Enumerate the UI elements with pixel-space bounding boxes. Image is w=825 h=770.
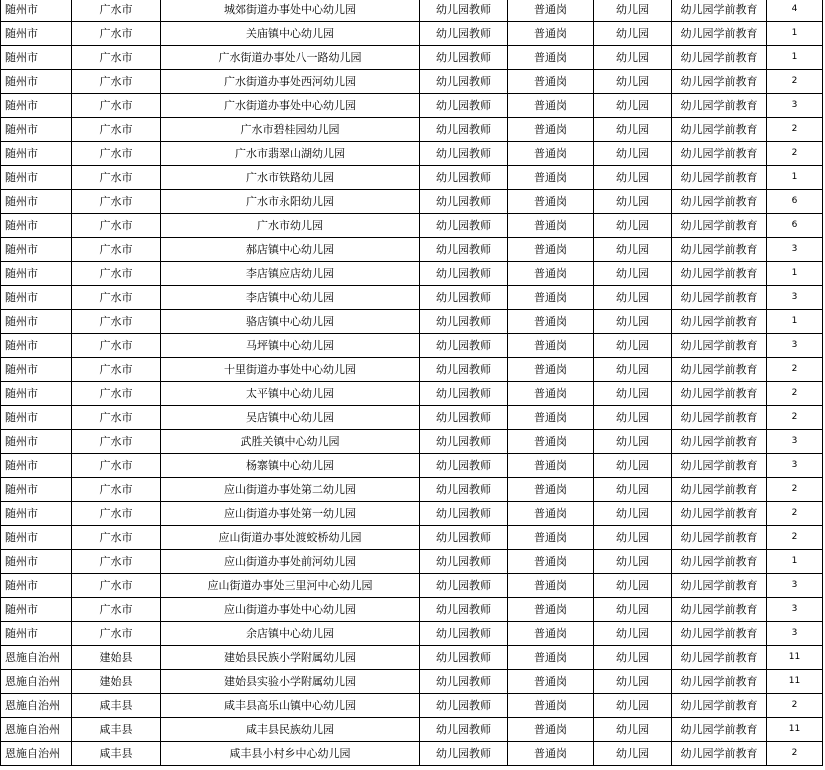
subject-cell[interactable]: 幼儿园学前教育 xyxy=(672,310,767,334)
post-type-cell[interactable]: 普通岗 xyxy=(508,382,594,406)
position-cell[interactable]: 幼儿园教师 xyxy=(420,718,508,742)
position-cell[interactable]: 幼儿园教师 xyxy=(420,358,508,382)
stage-cell[interactable]: 幼儿园 xyxy=(594,526,672,550)
headcount-cell[interactable]: 11 xyxy=(767,718,823,742)
city-cell[interactable]: 随州市 xyxy=(1,166,72,190)
table-row xyxy=(1,238,823,262)
table-row xyxy=(1,262,823,286)
stage-cell[interactable]: 幼儿园 xyxy=(594,262,672,286)
table-row xyxy=(1,310,823,334)
position-cell[interactable]: 幼儿园教师 xyxy=(420,166,508,190)
subject-cell[interactable]: 幼儿园学前教育 xyxy=(672,526,767,550)
county-cell[interactable]: 广水市 xyxy=(72,598,161,622)
city-cell[interactable]: 随州市 xyxy=(1,454,72,478)
table-row xyxy=(1,550,823,574)
city-cell[interactable]: 恩施自治州 xyxy=(1,718,72,742)
table-row xyxy=(1,190,823,214)
county-cell[interactable]: 广水市 xyxy=(72,430,161,454)
unit-cell[interactable]: 建始县民族小学附属幼儿园 xyxy=(161,646,420,670)
stage-cell[interactable]: 幼儿园 xyxy=(594,22,672,46)
headcount-cell[interactable]: 1 xyxy=(767,46,823,70)
stage-cell[interactable]: 幼儿园 xyxy=(594,0,672,22)
position-cell[interactable]: 幼儿园教师 xyxy=(420,214,508,238)
unit-cell[interactable]: 骆店镇中心幼儿园 xyxy=(161,310,420,334)
county-cell[interactable]: 广水市 xyxy=(72,70,161,94)
position-cell[interactable]: 幼儿园教师 xyxy=(420,70,508,94)
stage-cell[interactable]: 幼儿园 xyxy=(594,406,672,430)
unit-cell[interactable]: 广水市永阳幼儿园 xyxy=(161,190,420,214)
unit-cell[interactable]: 广水街道办事处八一路幼儿园 xyxy=(161,46,420,70)
city-cell[interactable]: 随州市 xyxy=(1,598,72,622)
unit-cell[interactable]: 城郊街道办事处中心幼儿园 xyxy=(161,0,420,22)
post-type-cell[interactable]: 普通岗 xyxy=(508,574,594,598)
subject-cell[interactable]: 幼儿园学前教育 xyxy=(672,454,767,478)
unit-cell[interactable]: 应山街道办事处第一幼儿园 xyxy=(161,502,420,526)
city-cell[interactable]: 随州市 xyxy=(1,0,72,22)
table-row xyxy=(1,118,823,142)
county-cell[interactable]: 广水市 xyxy=(72,118,161,142)
city-cell[interactable]: 随州市 xyxy=(1,142,72,166)
post-type-cell[interactable]: 普通岗 xyxy=(508,550,594,574)
post-type-cell[interactable]: 普通岗 xyxy=(508,598,594,622)
headcount-cell[interactable]: 2 xyxy=(767,694,823,718)
county-cell[interactable]: 咸丰县 xyxy=(72,742,161,766)
city-cell[interactable]: 随州市 xyxy=(1,526,72,550)
city-cell[interactable]: 随州市 xyxy=(1,550,72,574)
headcount-cell[interactable]: 3 xyxy=(767,598,823,622)
city-cell[interactable]: 随州市 xyxy=(1,406,72,430)
headcount-cell[interactable]: 1 xyxy=(767,310,823,334)
county-cell[interactable]: 建始县 xyxy=(72,646,161,670)
post-type-cell[interactable]: 普通岗 xyxy=(508,502,594,526)
post-type-cell[interactable]: 普通岗 xyxy=(508,214,594,238)
county-cell[interactable]: 广水市 xyxy=(72,310,161,334)
unit-cell[interactable]: 应山街道办事处前河幼儿园 xyxy=(161,550,420,574)
post-type-cell[interactable]: 普通岗 xyxy=(508,622,594,646)
post-type-cell[interactable]: 普通岗 xyxy=(508,718,594,742)
table-row xyxy=(1,526,823,550)
position-cell[interactable]: 幼儿园教师 xyxy=(420,742,508,766)
table-row xyxy=(1,358,823,382)
stage-cell[interactable]: 幼儿园 xyxy=(594,670,672,694)
city-cell[interactable]: 随州市 xyxy=(1,622,72,646)
subject-cell[interactable]: 幼儿园学前教育 xyxy=(672,238,767,262)
unit-cell[interactable]: 太平镇中心幼儿园 xyxy=(161,382,420,406)
county-cell[interactable]: 广水市 xyxy=(72,0,161,22)
position-cell[interactable]: 幼儿园教师 xyxy=(420,310,508,334)
unit-cell[interactable]: 十里街道办事处中心幼儿园 xyxy=(161,358,420,382)
table-row xyxy=(1,694,823,718)
table-row xyxy=(1,214,823,238)
headcount-cell[interactable]: 4 xyxy=(767,0,823,22)
table-row xyxy=(1,430,823,454)
table-row xyxy=(1,454,823,478)
table-row xyxy=(1,334,823,358)
position-cell[interactable]: 幼儿园教师 xyxy=(420,550,508,574)
county-cell[interactable]: 广水市 xyxy=(72,142,161,166)
table-row xyxy=(1,166,823,190)
headcount-cell[interactable]: 1 xyxy=(767,262,823,286)
headcount-cell[interactable]: 6 xyxy=(767,214,823,238)
post-type-cell[interactable]: 普通岗 xyxy=(508,94,594,118)
table-row xyxy=(1,598,823,622)
county-cell[interactable]: 广水市 xyxy=(72,238,161,262)
county-cell[interactable]: 广水市 xyxy=(72,94,161,118)
headcount-cell[interactable]: 2 xyxy=(767,478,823,502)
post-type-cell[interactable]: 普通岗 xyxy=(508,406,594,430)
subject-cell[interactable]: 幼儿园学前教育 xyxy=(672,694,767,718)
headcount-cell[interactable]: 6 xyxy=(767,190,823,214)
city-cell[interactable]: 随州市 xyxy=(1,94,72,118)
stage-cell[interactable]: 幼儿园 xyxy=(594,478,672,502)
stage-cell[interactable]: 幼儿园 xyxy=(594,118,672,142)
county-cell[interactable]: 咸丰县 xyxy=(72,718,161,742)
unit-cell[interactable]: 应山街道办事处第二幼儿园 xyxy=(161,478,420,502)
county-cell[interactable]: 广水市 xyxy=(72,190,161,214)
position-cell[interactable]: 幼儿园教师 xyxy=(420,118,508,142)
unit-cell[interactable]: 武胜关镇中心幼儿园 xyxy=(161,430,420,454)
position-cell[interactable]: 幼儿园教师 xyxy=(420,478,508,502)
subject-cell[interactable]: 幼儿园学前教育 xyxy=(672,718,767,742)
county-cell[interactable]: 广水市 xyxy=(72,406,161,430)
table-row xyxy=(1,406,823,430)
stage-cell[interactable]: 幼儿园 xyxy=(594,694,672,718)
stage-cell[interactable]: 幼儿园 xyxy=(594,286,672,310)
table-row xyxy=(1,718,823,742)
city-cell[interactable]: 恩施自治州 xyxy=(1,742,72,766)
position-cell[interactable]: 幼儿园教师 xyxy=(420,574,508,598)
unit-cell[interactable]: 应山街道办事处中心幼儿园 xyxy=(161,598,420,622)
post-type-cell[interactable]: 普通岗 xyxy=(508,46,594,70)
city-cell[interactable]: 恩施自治州 xyxy=(1,670,72,694)
subject-cell[interactable]: 幼儿园学前教育 xyxy=(672,478,767,502)
subject-cell[interactable]: 幼儿园学前教育 xyxy=(672,166,767,190)
subject-cell[interactable]: 幼儿园学前教育 xyxy=(672,46,767,70)
headcount-cell[interactable]: 1 xyxy=(767,166,823,190)
headcount-cell[interactable]: 2 xyxy=(767,526,823,550)
county-cell[interactable]: 广水市 xyxy=(72,550,161,574)
city-cell[interactable]: 随州市 xyxy=(1,22,72,46)
stage-cell[interactable]: 幼儿园 xyxy=(594,430,672,454)
county-cell[interactable]: 广水市 xyxy=(72,502,161,526)
county-cell[interactable]: 广水市 xyxy=(72,526,161,550)
city-cell[interactable]: 随州市 xyxy=(1,574,72,598)
position-cell[interactable]: 幼儿园教师 xyxy=(420,406,508,430)
position-cell[interactable]: 幼儿园教师 xyxy=(420,622,508,646)
city-cell[interactable]: 随州市 xyxy=(1,214,72,238)
headcount-cell[interactable]: 3 xyxy=(767,574,823,598)
subject-cell[interactable]: 幼儿园学前教育 xyxy=(672,742,767,766)
stage-cell[interactable]: 幼儿园 xyxy=(594,94,672,118)
city-cell[interactable]: 恩施自治州 xyxy=(1,694,72,718)
subject-cell[interactable]: 幼儿园学前教育 xyxy=(672,262,767,286)
table-row xyxy=(1,670,823,694)
post-type-cell[interactable]: 普通岗 xyxy=(508,310,594,334)
unit-cell[interactable]: 广水市铁路幼儿园 xyxy=(161,166,420,190)
table-row xyxy=(1,742,823,766)
subject-cell[interactable]: 幼儿园学前教育 xyxy=(672,646,767,670)
city-cell[interactable]: 随州市 xyxy=(1,382,72,406)
stage-cell[interactable]: 幼儿园 xyxy=(594,190,672,214)
county-cell[interactable]: 建始县 xyxy=(72,670,161,694)
table-row xyxy=(1,502,823,526)
post-type-cell[interactable]: 普通岗 xyxy=(508,358,594,382)
county-cell[interactable]: 广水市 xyxy=(72,454,161,478)
post-type-cell[interactable]: 普通岗 xyxy=(508,238,594,262)
city-cell[interactable]: 随州市 xyxy=(1,310,72,334)
post-type-cell[interactable]: 普通岗 xyxy=(508,478,594,502)
subject-cell[interactable]: 幼儿园学前教育 xyxy=(672,502,767,526)
city-cell[interactable]: 随州市 xyxy=(1,430,72,454)
headcount-cell[interactable]: 11 xyxy=(767,646,823,670)
post-type-cell[interactable]: 普通岗 xyxy=(508,454,594,478)
headcount-cell[interactable]: 3 xyxy=(767,454,823,478)
stage-cell[interactable]: 幼儿园 xyxy=(594,502,672,526)
position-cell[interactable]: 幼儿园教师 xyxy=(420,694,508,718)
unit-cell[interactable]: 郝店镇中心幼儿园 xyxy=(161,238,420,262)
position-cell[interactable]: 幼儿园教师 xyxy=(420,22,508,46)
unit-cell[interactable]: 咸丰县小村乡中心幼儿园 xyxy=(161,742,420,766)
city-cell[interactable]: 随州市 xyxy=(1,478,72,502)
headcount-cell[interactable]: 2 xyxy=(767,502,823,526)
county-cell[interactable]: 广水市 xyxy=(72,382,161,406)
post-type-cell[interactable]: 普通岗 xyxy=(508,694,594,718)
headcount-cell[interactable]: 2 xyxy=(767,406,823,430)
subject-cell[interactable]: 幼儿园学前教育 xyxy=(672,70,767,94)
headcount-cell[interactable]: 1 xyxy=(767,550,823,574)
unit-cell[interactable]: 关庙镇中心幼儿园 xyxy=(161,22,420,46)
table-row xyxy=(1,382,823,406)
city-cell[interactable]: 恩施自治州 xyxy=(1,646,72,670)
stage-cell[interactable]: 幼儿园 xyxy=(594,742,672,766)
stage-cell[interactable]: 幼儿园 xyxy=(594,550,672,574)
post-type-cell[interactable]: 普通岗 xyxy=(508,334,594,358)
unit-cell[interactable]: 咸丰县高乐山镇中心幼儿园 xyxy=(161,694,420,718)
post-type-cell[interactable]: 普通岗 xyxy=(508,286,594,310)
county-cell[interactable]: 广水市 xyxy=(72,334,161,358)
position-cell[interactable]: 幼儿园教师 xyxy=(420,670,508,694)
subject-cell[interactable]: 幼儿园学前教育 xyxy=(672,94,767,118)
post-type-cell[interactable]: 普通岗 xyxy=(508,430,594,454)
subject-cell[interactable]: 幼儿园学前教育 xyxy=(672,22,767,46)
position-cell[interactable]: 幼儿园教师 xyxy=(420,502,508,526)
stage-cell[interactable]: 幼儿园 xyxy=(594,574,672,598)
city-cell[interactable]: 随州市 xyxy=(1,334,72,358)
subject-cell[interactable]: 幼儿园学前教育 xyxy=(672,118,767,142)
headcount-cell[interactable]: 2 xyxy=(767,358,823,382)
position-cell[interactable]: 幼儿园教师 xyxy=(420,286,508,310)
unit-cell[interactable]: 李店镇应店幼儿园 xyxy=(161,262,420,286)
subject-cell[interactable]: 幼儿园学前教育 xyxy=(672,430,767,454)
stage-cell[interactable]: 幼儿园 xyxy=(594,598,672,622)
county-cell[interactable]: 咸丰县 xyxy=(72,694,161,718)
table-row xyxy=(1,574,823,598)
position-cell[interactable]: 幼儿园教师 xyxy=(420,334,508,358)
subject-cell[interactable]: 幼儿园学前教育 xyxy=(672,214,767,238)
post-type-cell[interactable]: 普通岗 xyxy=(508,646,594,670)
unit-cell[interactable]: 广水街道办事处西河幼儿园 xyxy=(161,70,420,94)
subject-cell[interactable]: 幼儿园学前教育 xyxy=(672,286,767,310)
table-row xyxy=(1,94,823,118)
table-row xyxy=(1,478,823,502)
position-cell[interactable]: 幼儿园教师 xyxy=(420,646,508,670)
stage-cell[interactable]: 幼儿园 xyxy=(594,238,672,262)
headcount-cell[interactable]: 2 xyxy=(767,742,823,766)
county-cell[interactable]: 广水市 xyxy=(72,262,161,286)
post-type-cell[interactable]: 普通岗 xyxy=(508,0,594,22)
city-cell[interactable]: 随州市 xyxy=(1,262,72,286)
county-cell[interactable]: 广水市 xyxy=(72,478,161,502)
position-cell[interactable]: 幼儿园教师 xyxy=(420,454,508,478)
subject-cell[interactable]: 幼儿园学前教育 xyxy=(672,574,767,598)
position-cell[interactable]: 幼儿园教师 xyxy=(420,0,508,22)
position-cell[interactable]: 幼儿园教师 xyxy=(420,430,508,454)
subject-cell[interactable]: 幼儿园学前教育 xyxy=(672,142,767,166)
county-cell[interactable]: 广水市 xyxy=(72,286,161,310)
table-row xyxy=(1,22,823,46)
post-type-cell[interactable]: 普通岗 xyxy=(508,22,594,46)
table-row xyxy=(1,142,823,166)
post-type-cell[interactable]: 普通岗 xyxy=(508,142,594,166)
headcount-cell[interactable]: 2 xyxy=(767,70,823,94)
post-type-cell[interactable]: 普通岗 xyxy=(508,526,594,550)
city-cell[interactable]: 随州市 xyxy=(1,358,72,382)
subject-cell[interactable]: 幼儿园学前教育 xyxy=(672,358,767,382)
city-cell[interactable]: 随州市 xyxy=(1,190,72,214)
city-cell[interactable]: 随州市 xyxy=(1,70,72,94)
unit-cell[interactable]: 李店镇中心幼儿园 xyxy=(161,286,420,310)
unit-cell[interactable]: 咸丰县民族幼儿园 xyxy=(161,718,420,742)
unit-cell[interactable]: 马坪镇中心幼儿园 xyxy=(161,334,420,358)
county-cell[interactable]: 广水市 xyxy=(72,574,161,598)
stage-cell[interactable]: 幼儿园 xyxy=(594,166,672,190)
unit-cell[interactable]: 广水市幼儿园 xyxy=(161,214,420,238)
unit-cell[interactable]: 广水街道办事处中心幼儿园 xyxy=(161,94,420,118)
headcount-cell[interactable]: 11 xyxy=(767,670,823,694)
stage-cell[interactable]: 幼儿园 xyxy=(594,382,672,406)
position-cell[interactable]: 幼儿园教师 xyxy=(420,46,508,70)
headcount-cell[interactable]: 3 xyxy=(767,94,823,118)
stage-cell[interactable]: 幼儿园 xyxy=(594,622,672,646)
headcount-cell[interactable]: 1 xyxy=(767,22,823,46)
subject-cell[interactable]: 幼儿园学前教育 xyxy=(672,190,767,214)
headcount-cell[interactable]: 3 xyxy=(767,622,823,646)
unit-cell[interactable]: 广水市翡翠山湖幼儿园 xyxy=(161,142,420,166)
stage-cell[interactable]: 幼儿园 xyxy=(594,358,672,382)
headcount-cell[interactable]: 3 xyxy=(767,334,823,358)
table-row xyxy=(1,46,823,70)
headcount-cell[interactable]: 3 xyxy=(767,286,823,310)
city-cell[interactable]: 随州市 xyxy=(1,502,72,526)
city-cell[interactable]: 随州市 xyxy=(1,286,72,310)
unit-cell[interactable]: 吴店镇中心幼儿园 xyxy=(161,406,420,430)
table-row xyxy=(1,286,823,310)
subject-cell[interactable]: 幼儿园学前教育 xyxy=(672,0,767,22)
county-cell[interactable]: 广水市 xyxy=(72,46,161,70)
headcount-cell[interactable]: 2 xyxy=(767,118,823,142)
table-body xyxy=(1,0,823,766)
post-type-cell[interactable]: 普通岗 xyxy=(508,670,594,694)
table-row xyxy=(1,70,823,94)
post-type-cell[interactable]: 普通岗 xyxy=(508,262,594,286)
subject-cell[interactable]: 幼儿园学前教育 xyxy=(672,334,767,358)
county-cell[interactable]: 广水市 xyxy=(72,622,161,646)
headcount-cell[interactable]: 2 xyxy=(767,142,823,166)
table-row xyxy=(1,646,823,670)
post-type-cell[interactable]: 普通岗 xyxy=(508,118,594,142)
unit-cell[interactable]: 建始县实验小学附属幼儿园 xyxy=(161,670,420,694)
unit-cell[interactable]: 杨寨镇中心幼儿园 xyxy=(161,454,420,478)
subject-cell[interactable]: 幼儿园学前教育 xyxy=(672,622,767,646)
headcount-cell[interactable]: 2 xyxy=(767,382,823,406)
unit-cell[interactable]: 广水市碧桂园幼儿园 xyxy=(161,118,420,142)
county-cell[interactable]: 广水市 xyxy=(72,214,161,238)
stage-cell[interactable]: 幼儿园 xyxy=(594,214,672,238)
stage-cell[interactable]: 幼儿园 xyxy=(594,70,672,94)
unit-cell[interactable]: 应山街道办事处三里河中心幼儿园 xyxy=(161,574,420,598)
subject-cell[interactable]: 幼儿园学前教育 xyxy=(672,406,767,430)
position-cell[interactable]: 幼儿园教师 xyxy=(420,238,508,262)
stage-cell[interactable]: 幼儿园 xyxy=(594,454,672,478)
city-cell[interactable]: 随州市 xyxy=(1,118,72,142)
stage-cell[interactable]: 幼儿园 xyxy=(594,334,672,358)
stage-cell[interactable]: 幼儿园 xyxy=(594,646,672,670)
stage-cell[interactable]: 幼儿园 xyxy=(594,310,672,334)
subject-cell[interactable]: 幼儿园学前教育 xyxy=(672,670,767,694)
county-cell[interactable]: 广水市 xyxy=(72,22,161,46)
city-cell[interactable]: 随州市 xyxy=(1,238,72,262)
post-type-cell[interactable]: 普通岗 xyxy=(508,166,594,190)
city-cell[interactable]: 随州市 xyxy=(1,46,72,70)
unit-cell[interactable]: 余店镇中心幼儿园 xyxy=(161,622,420,646)
subject-cell[interactable]: 幼儿园学前教育 xyxy=(672,382,767,406)
county-cell[interactable]: 广水市 xyxy=(72,166,161,190)
post-type-cell[interactable]: 普通岗 xyxy=(508,742,594,766)
position-cell[interactable]: 幼儿园教师 xyxy=(420,142,508,166)
post-type-cell[interactable]: 普通岗 xyxy=(508,70,594,94)
stage-cell[interactable]: 幼儿园 xyxy=(594,142,672,166)
headcount-cell[interactable]: 3 xyxy=(767,430,823,454)
unit-cell[interactable]: 应山街道办事处渡蛟桥幼儿园 xyxy=(161,526,420,550)
subject-cell[interactable]: 幼儿园学前教育 xyxy=(672,550,767,574)
position-cell[interactable]: 幼儿园教师 xyxy=(420,94,508,118)
headcount-cell[interactable]: 3 xyxy=(767,238,823,262)
county-cell[interactable]: 广水市 xyxy=(72,358,161,382)
position-cell[interactable]: 幼儿园教师 xyxy=(420,262,508,286)
stage-cell[interactable]: 幼儿园 xyxy=(594,718,672,742)
position-cell[interactable]: 幼儿园教师 xyxy=(420,598,508,622)
position-cell[interactable]: 幼儿园教师 xyxy=(420,190,508,214)
stage-cell[interactable]: 幼儿园 xyxy=(594,46,672,70)
post-type-cell[interactable]: 普通岗 xyxy=(508,190,594,214)
position-cell[interactable]: 幼儿园教师 xyxy=(420,382,508,406)
table-row xyxy=(1,0,823,22)
subject-cell[interactable]: 幼儿园学前教育 xyxy=(672,598,767,622)
table-row xyxy=(1,622,823,646)
position-cell[interactable]: 幼儿园教师 xyxy=(420,526,508,550)
